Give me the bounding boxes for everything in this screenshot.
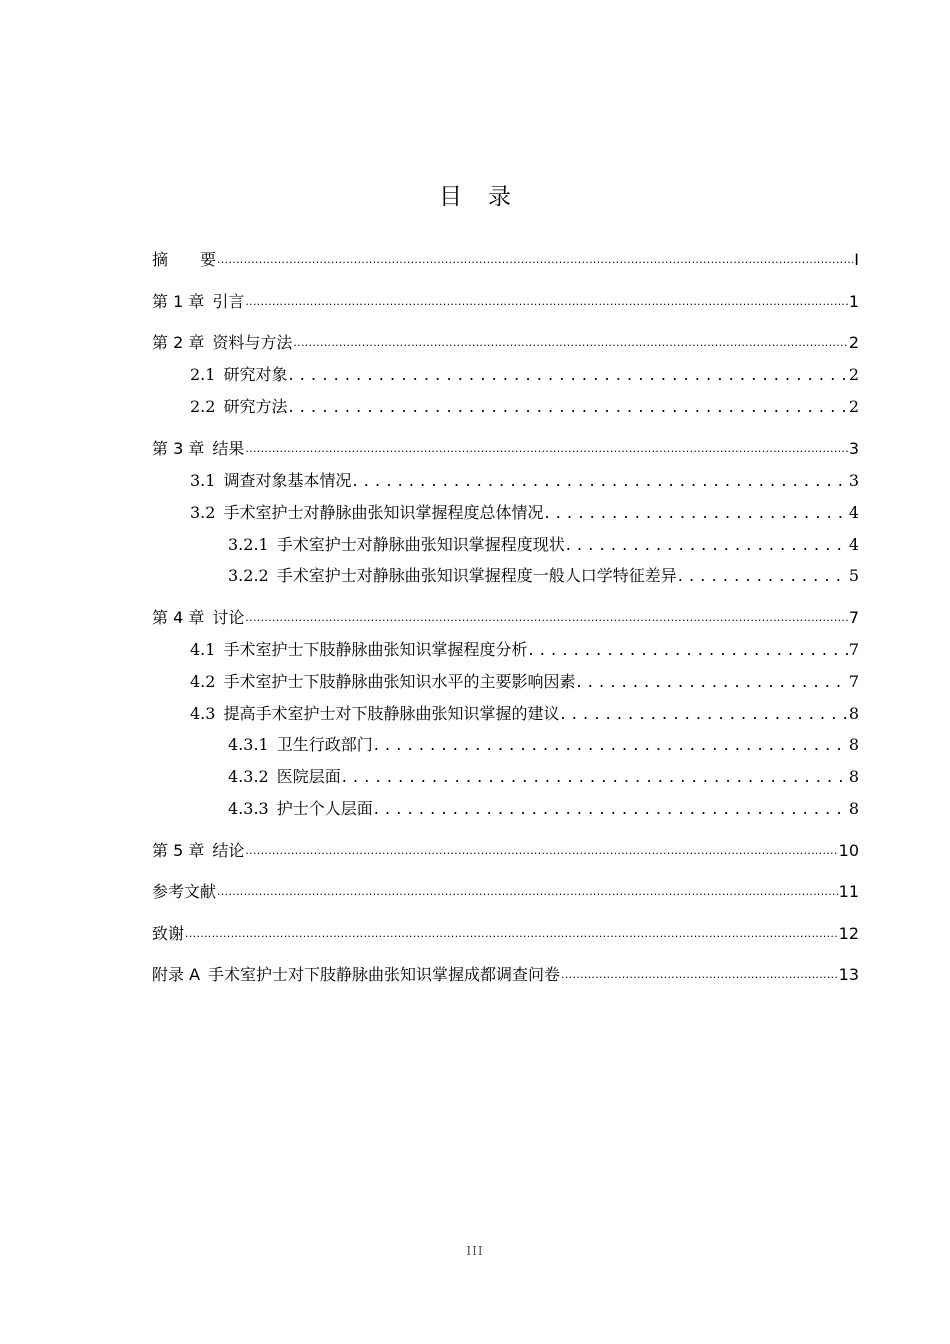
- toc-entry-3-2-1[interactable]: [228, 535, 859, 555]
- toc-entry-number: 第 1 章: [152, 292, 205, 311]
- toc-entry-page: 11: [838, 882, 859, 901]
- toc-entry-title: 致谢: [152, 924, 185, 943]
- toc-entry-number: 4.2: [190, 672, 216, 691]
- toc-entry-page: 5: [848, 566, 859, 585]
- toc-entry-number: 第 5 章: [152, 841, 205, 860]
- toc-entry-number: 第 4 章: [152, 608, 205, 627]
- toc-entry-page: 8: [848, 767, 859, 786]
- toc-entry-number: 3.2.1: [228, 535, 269, 554]
- toc-entry-title: 手术室护士下肢静脉曲张知识掌握程度分析: [223, 640, 528, 659]
- toc-entry-number: 4.1: [190, 640, 216, 659]
- toc-entry-references[interactable]: [152, 882, 859, 902]
- toc-entry-4-1[interactable]: [190, 640, 859, 660]
- toc-entry-title: 手术室护士对静脉曲张知识掌握程度总体情况: [223, 503, 544, 522]
- toc-entry-page: 8: [848, 735, 859, 754]
- toc-entry-2-1[interactable]: [190, 365, 859, 385]
- toc-entry-title: 手术室护士对静脉曲张知识掌握程度一般人口学特征差异: [276, 566, 677, 585]
- toc-entry-page: 3: [848, 471, 859, 490]
- toc-entry-chapter-4[interactable]: [152, 608, 859, 628]
- toc-entry-page: 7: [848, 672, 859, 691]
- toc-entry-4-3-1[interactable]: [228, 735, 859, 755]
- toc-entry-title: 手术室护士对静脉曲张知识掌握程度现状: [276, 535, 565, 554]
- toc-entry-title: 摘 要: [152, 250, 217, 269]
- toc-entry-number: 3.2.2: [228, 566, 269, 585]
- toc-entry-title: 结论: [212, 841, 245, 860]
- toc-entry-4-2[interactable]: [190, 672, 859, 692]
- toc-entry-chapter-5[interactable]: [152, 841, 859, 861]
- toc-entry-page: 4: [848, 535, 859, 554]
- toc-entry-number: 4.3.3: [228, 799, 269, 818]
- toc-entry-title: 讨论: [212, 608, 245, 627]
- toc-entry-4-3-2[interactable]: [228, 767, 859, 787]
- toc-entry-title: 调查对象基本情况: [223, 471, 352, 490]
- toc-entry-number: 4.3.2: [228, 767, 269, 786]
- toc-entry-chapter-2[interactable]: [152, 333, 859, 353]
- toc-entry-abstract[interactable]: [152, 250, 859, 270]
- toc-entry-3-2[interactable]: [190, 503, 859, 523]
- toc-entry-page: 13: [838, 965, 859, 984]
- toc-entry-page: 2: [848, 365, 859, 384]
- toc-entry-2-2[interactable]: [190, 397, 859, 417]
- toc-entry-appendix-a[interactable]: [152, 965, 859, 985]
- toc-entry-page: 1: [848, 292, 859, 311]
- toc-entry-number: 4.3.1: [228, 735, 269, 754]
- toc-entry-page: 8: [848, 799, 859, 818]
- toc-entry-number: 4.3: [190, 704, 216, 723]
- toc-entry-page: 3: [848, 439, 859, 458]
- toc-entry-page: 2: [848, 397, 859, 416]
- toc-entry-number: 2.2: [190, 397, 216, 416]
- toc-entry-number: 第 2 章: [152, 333, 205, 352]
- toc-entry-title: 提高手术室护士对下肢静脉曲张知识掌握的建议: [223, 704, 560, 723]
- toc-entry-acknowledgements[interactable]: [152, 924, 859, 944]
- toc-entry-chapter-3[interactable]: [152, 439, 859, 459]
- toc-entry-title: 医院层面: [276, 767, 341, 786]
- toc-entry-title: 卫生行政部门: [276, 735, 373, 754]
- toc-entry-title: 参考文献: [152, 882, 217, 901]
- page-number: III: [466, 1244, 484, 1258]
- toc-entry-title: 护士个人层面: [276, 799, 373, 818]
- toc-entry-number: 2.1: [190, 365, 216, 384]
- toc-entry-page: 10: [838, 841, 859, 860]
- toc-entry-page: 2: [848, 333, 859, 352]
- toc-entry-page: 4: [848, 503, 859, 522]
- toc-entry-number: 第 3 章: [152, 439, 205, 458]
- toc-entry-title: 引言: [212, 292, 245, 311]
- toc-entry-number: 附录 A: [152, 965, 201, 984]
- toc-entry-number: 3.1: [190, 471, 216, 490]
- toc-entry-4-3[interactable]: [190, 704, 859, 724]
- toc-entry-title: 手术室护士对下肢静脉曲张知识掌握成都调查问卷: [208, 965, 561, 984]
- toc-entry-title: 资料与方法: [212, 333, 293, 352]
- toc-entry-page: 12: [838, 924, 859, 943]
- toc-entry-3-1[interactable]: [190, 471, 859, 491]
- toc-entry-page: 7: [848, 640, 859, 659]
- toc-entry-page: I: [854, 250, 859, 269]
- toc-entry-3-2-2[interactable]: [228, 566, 859, 586]
- toc-entry-title: 研究对象: [223, 365, 288, 384]
- toc-entry-page: 7: [848, 608, 859, 627]
- toc-entry-4-3-3[interactable]: [228, 799, 859, 819]
- toc-entry-number: 3.2: [190, 503, 216, 522]
- toc-entry-title: 手术室护士下肢静脉曲张知识水平的主要影响因素: [223, 672, 576, 691]
- page-title: 目录: [439, 184, 537, 210]
- toc-entry-title: 研究方法: [223, 397, 288, 416]
- toc-entry-title: 结果: [212, 439, 245, 458]
- toc-entry-chapter-1[interactable]: [152, 292, 859, 312]
- toc-entry-page: 8: [848, 704, 859, 723]
